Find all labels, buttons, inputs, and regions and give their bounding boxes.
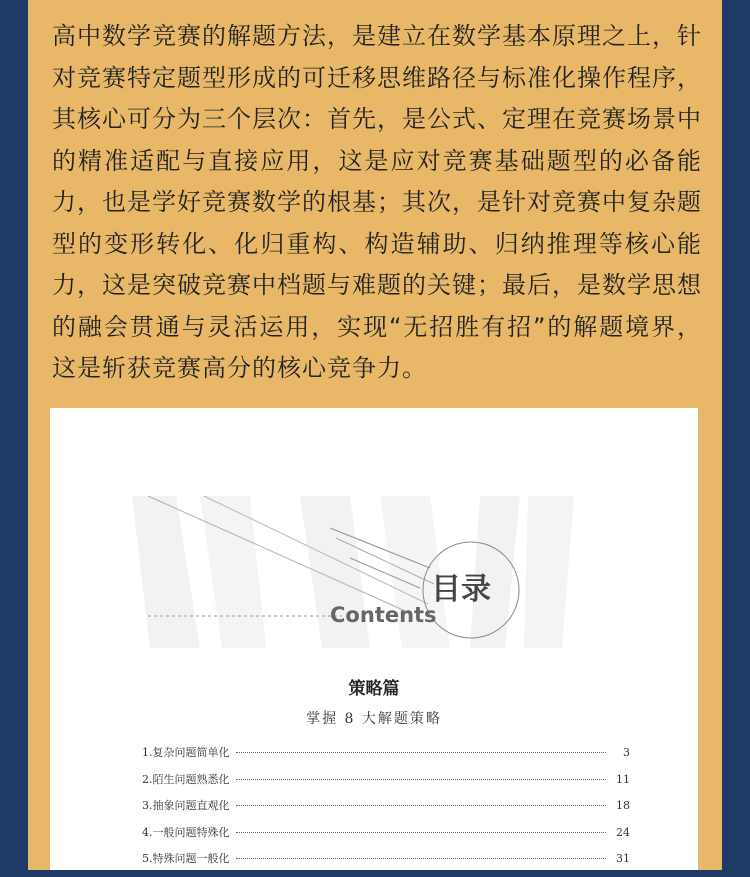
toc-item[interactable] [142, 850, 630, 877]
toc-item-label: 1.复杂问题简单化 [142, 746, 230, 759]
toc-leader-dots [236, 832, 607, 833]
toc-item-label: 3.抽象问题直观化 [142, 799, 230, 812]
toc-item-page: 3 [623, 746, 630, 759]
contents-page [50, 408, 698, 870]
section-subtitle: 掌握 8 大解题策略 [306, 711, 442, 727]
toc-item-page: 24 [616, 825, 630, 839]
toc-item-page: 11 [616, 772, 630, 786]
toc-leader-dots [236, 858, 607, 859]
toc-item[interactable] [142, 824, 630, 851]
toc-item[interactable] [142, 744, 630, 771]
toc-item[interactable] [142, 797, 630, 824]
toc-item[interactable] [142, 771, 630, 798]
toc-item-label: 4.一般问题特殊化 [142, 825, 230, 839]
toc-item-page: 31 [616, 852, 630, 865]
toc-leader-dots [236, 752, 607, 753]
toc-leader-dots [236, 805, 607, 806]
table-of-contents [142, 744, 630, 877]
toc-item-label: 5.特殊问题一般化 [142, 852, 230, 865]
toc-item-page: 18 [616, 799, 630, 812]
contents-title-en: Contents [330, 603, 437, 627]
intro-paragraph: 高中数学竞赛的解题方法，是建立在数学基本原理之上，针对竞赛特定题型形成的可迁移思维路径与标准化操作程序，其核心可分为三个层次：首先，是公式、定理在竞赛场景中的精准适配与直接应用，这是应对竞赛基础题型的必备能力，也是学好竞赛数学的根基；其次，是针对竞赛中复杂题型的变形转化、化归重构、构造辅助、归纳推理等核心能力，这是突破竞赛中档题与难题的关键；最后，是数学思想的融会贯通与灵活运用，实现“无招胜有招”的解题境界，这是斩获竞赛高分的核心竞争力。 [52, 22, 702, 382]
toc-item-label: 2.陌生问题熟悉化 [142, 772, 230, 786]
toc-leader-dots [236, 779, 607, 780]
contents-banner [50, 408, 698, 668]
content-panel [28, 0, 722, 870]
contents-title-cn: 目录 [431, 572, 491, 607]
section-title: 策略篇 [348, 679, 400, 699]
